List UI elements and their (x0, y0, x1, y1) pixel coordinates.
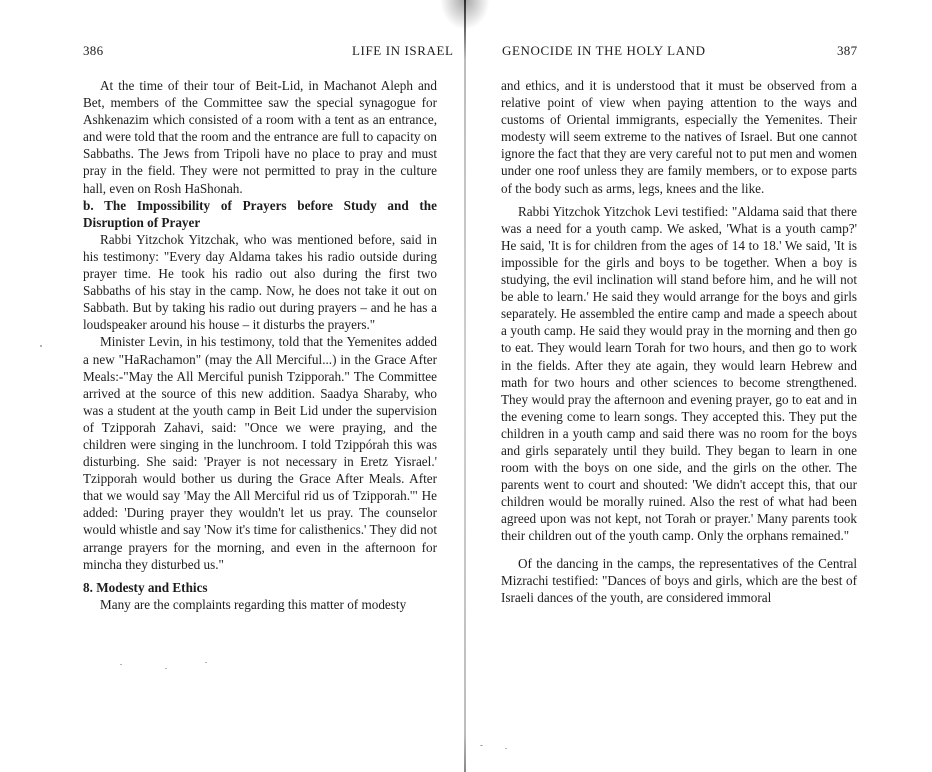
right-page-number: 387 (837, 43, 858, 58)
paragraph: Of the dancing in the camps, the representatives of the Central Mizrachi testified: "Dances of boys and girls, which are the best of Israeli dances of the youth, are considered immoral (501, 555, 857, 605)
right-page (466, 0, 932, 772)
section-heading: 8. Modesty and Ethics (83, 579, 208, 595)
paragraph: Rabbi Yitzchok Yitzchok Levi testified: "Aldama said that there was a need for a youth camp. We asked, 'What is a youth camp?' He said, 'It is for children from the ages of 14 to 18.' We said, 'It is impossible for the girls and boys to be together. When a boy is studying, the evil inclination will stand before him, and he will not be able to learn.' He said they would arrange for the boys and girls separately. He assembled the entire camp and made a speech about a youth camp. He said they would pray in the morning and then go to eat. They would learn Torah for two hours, and then go to work in the fields. After they ate again, they would learn Hebrew and math for two hours and other sciences to become strengthened. They would pray the afternoon and evening prayer, go to eat and in the evening come to learn songs. They accepted this. They put the children in a youth camp and said there was no room for the boys and girls separately until they build. They began to learn in one room with the boys on one side, and the girls on the other. The parents went to court and shouted: 'We didn't accept this, that our children would be morally ruined. Also the rest of what had been agreed upon was not kept, not Torah or prayer.' Many parents took their children out of the youth camp. Only the orphans remained." (501, 203, 857, 544)
left-page-number: 386 (83, 43, 104, 58)
scan-speck (165, 668, 167, 669)
scan-speck (40, 345, 42, 347)
scan-speck (480, 745, 483, 746)
paragraph: Minister Levin, in his testimony, told that the Yemenites added a new "HaRachamon" (may the All Merciful...) in the Grace After Meals:-"May the All Merciful punish Tzipporah." The Committee arrived at the source of this new addition. Saadya Sharaby, who was a student at the youth camp in Beit Lid under the supervision of Tzipporah Zahavi, said: "Once we were praying, and the children were singing in the lunchroom. I told Tzippórah this was disturbing. She said: 'Prayer is not necessary in Eretz Yisrael.' Tzipporah would bother us during the Grace After Meals. After that we would say 'May the All Merciful rid us of Tzipporah.'" He added: 'During prayer they wouldn't let us pray. The counselor would whistle and say 'Now it's time for calisthenics.' They did not arrange prayers for the morning, and even in the afternoon for mincha they disturbed us." (83, 334, 437, 572)
paragraph: Rabbi Yitzchok Yitzchak, who was mentioned before, said in his testimony: "Every day Aldama takes his radio outside during prayer time. He took his radio out also during the first two Sabbaths of his stay in the camp. Now, he does not take it out on Sabbath. But by taking his radio out during prayers – and he has a loudspeaker around his house – it disturbs the prayers." (83, 231, 437, 333)
right-running-head: GENOCIDE IN THE HOLY LAND (502, 43, 706, 58)
scan-speck (205, 662, 207, 663)
scan-speck (120, 664, 122, 665)
left-running-head: LIFE IN ISRAEL (352, 43, 454, 58)
left-page-body (83, 77, 437, 613)
section-heading: b. The Impossibility of Prayers before Study and the Disruption of Prayer (83, 197, 437, 230)
paragraph: Many are the complaints regarding this matter of modesty (100, 596, 407, 612)
right-page-body (501, 77, 857, 606)
paragraph: At the time of their tour of Beit-Lid, in Machanot Aleph and Bet, members of the Committee saw the special synagogue for Ashkenazim which consisted of a room with a tent as an entrance, and were told that the room and the entrance are full to capacity on Sabbaths. The Jews from Tripoli have no place to pray and must pray in the field. They were not permitted to pray in the culture hall, even on Rosh HaShonah. (83, 78, 437, 196)
paragraph: and ethics, and it is understood that it must be observed from a relative point of view when paying attention to the ways and customs of Oriental immigrants, especially the Yemenites. Their modesty will seem extreme to the natives of Israel. But one cannot ignore the fact that they are very careful not to put men and women under one roof unless they are family members, or to expose parts of the body such as arms, legs, knees and the like. (501, 78, 857, 196)
scan-speck (505, 748, 507, 749)
